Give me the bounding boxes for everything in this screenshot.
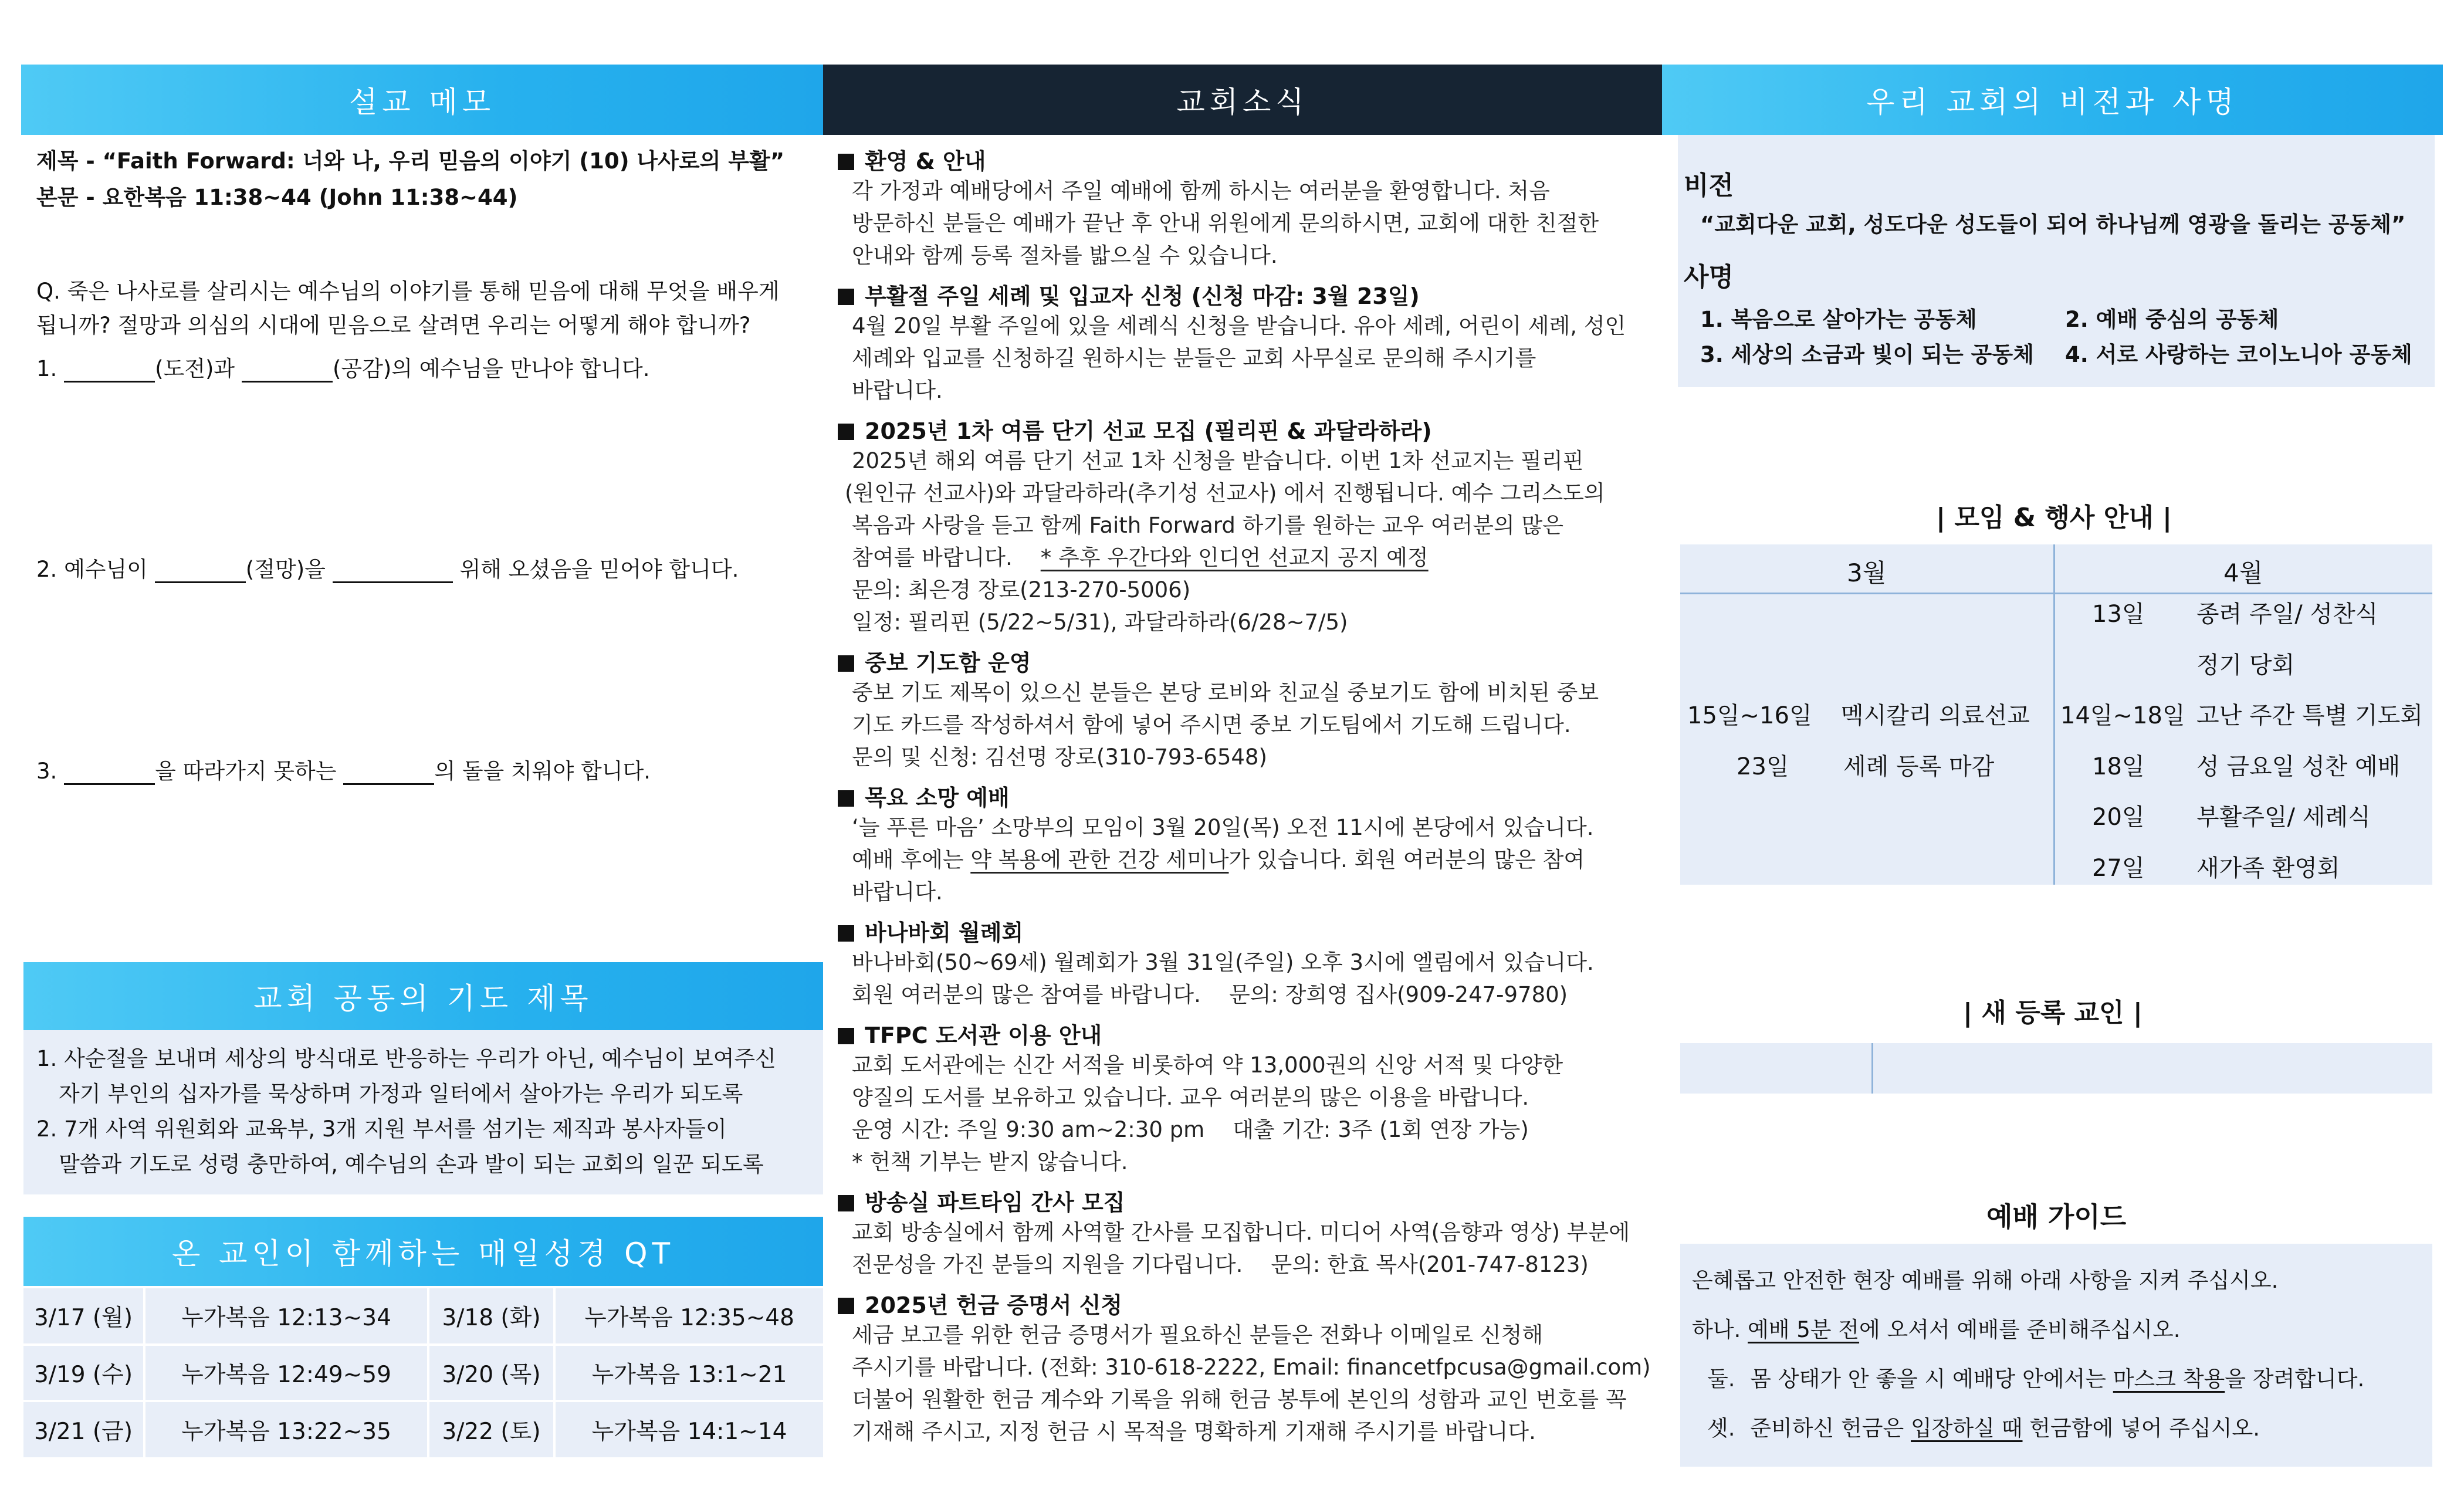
news-body-underlined: 약 복용에 관한 건강 세미나 [970, 847, 1229, 872]
news-body-line [852, 541, 1429, 574]
church-news-header [823, 65, 1662, 135]
news-body-text: 대출 기간: 3주 (1회 연장 가능) [1233, 1117, 1529, 1142]
news-title-welcome [838, 143, 986, 175]
events-header-divider [1680, 593, 2432, 594]
square-bullet-icon [838, 790, 854, 807]
memo-item-1-b: (공감)의 예수님을 만나야 합니다. [332, 356, 650, 381]
news-note-underlined: * 추후 우간다와 인디언 선교지 공지 예정 [1040, 545, 1429, 570]
guide-text: 에 오셔서 예배를 준비해주십시오. [1859, 1317, 2181, 1342]
apr-event-name: 성 금요일 성찬 예배 [2196, 753, 2401, 780]
memo-item-2-b: 위해 오셨음을 믿어야 합니다. [459, 557, 739, 582]
news-body-line: 바나바회(50~69세) 월례회가 3월 31일(주일) 오후 3시에 엘림에서 있습니다. [852, 950, 1594, 975]
news-body-line: 2025년 해외 여름 단기 선교 1차 신청을 받습니다. 이번 1차 선교지는 필리핀 [852, 448, 1584, 473]
month-divider [2053, 544, 2055, 885]
news-body-text: 예배 후에는 [852, 847, 964, 872]
news-title-mission [838, 413, 1432, 445]
sermon-memo-header [21, 65, 823, 135]
mar-event-date: 15일~16일 [1687, 702, 1812, 729]
news-title-intercession [838, 645, 1031, 677]
qt-date: 3/20 (목) [428, 1345, 554, 1401]
apr-event-name: 정기 당회 [2196, 652, 2295, 679]
memo-item-3 [36, 753, 651, 785]
qt-header [23, 1217, 823, 1286]
mar-event-name: 멕시칼리 의료선교 [1841, 702, 2030, 729]
news-title-text: 방송실 파트타임 간사 모집 [865, 1190, 1125, 1216]
guide-num: 둘. [1707, 1366, 1735, 1392]
mission-item-1: 1. 복음으로 살아가는 공동체 [1700, 307, 1977, 332]
news-body-text: 회원 여러분의 많은 참여를 바랍니다. [852, 982, 1201, 1007]
guide-num: 하나. [1692, 1317, 1741, 1342]
news-title-text: 부활절 주일 세례 및 입교자 신청 (신청 마감: 3월 23일) [865, 283, 1420, 309]
qt-date: 3/19 (수) [23, 1345, 144, 1401]
square-bullet-icon [838, 1028, 854, 1044]
question-line-2: 됩니까? 절망과 의심의 시대에 믿음으로 살려면 우리는 어떻게 해야 합니까? [36, 313, 751, 338]
guide-num: 셋. [1707, 1416, 1735, 1441]
news-body-line: 세금 보고를 위한 헌금 증명서가 필요하신 분들은 전화나 이메일로 신청해 [852, 1322, 1544, 1348]
mission-label: 사명 [1684, 262, 1734, 292]
mission-item-4: 4. 서로 사랑하는 코이노니아 공동체 [2065, 342, 2412, 367]
news-body-line: 안내와 함께 등록 절차를 밟으실 수 있습니다. [852, 243, 1278, 268]
news-body-text: 가 있습니다. 회원 여러분의 많은 참여 [1228, 847, 1585, 872]
qt-passage: 누가복음 13:1~21 [554, 1345, 823, 1401]
news-body-line: 바랍니다. [852, 378, 943, 403]
news-body-line: 더불어 원활한 헌금 계수와 기록을 위해 헌금 봉투에 본인의 성함과 교인 번호를 꼭 [852, 1387, 1627, 1412]
prayer-line-2: 자기 부인의 십자가를 묵상하며 가정과 일터에서 살아가는 우리가 되도록 [59, 1081, 743, 1106]
qt-passage: 누가복음 12:13~34 [144, 1288, 428, 1345]
news-body-line: 교회 방송실에서 함께 사역할 간사를 모집합니다. 미디어 사역(음향과 영상) 부분에 [852, 1220, 1630, 1245]
memo-item-3-num: 3. [36, 759, 57, 784]
news-body-line: 일정: 필리핀 (5/22~5/31), 과달라하라(6/28~7/5) [852, 610, 1348, 635]
qt-passage: 누가복음 13:22~35 [144, 1401, 428, 1457]
news-title-text: 2025년 헌금 증명서 신청 [865, 1292, 1123, 1318]
memo-item-1-a: (도전)과 [155, 356, 235, 381]
square-bullet-icon [838, 424, 854, 440]
news-body-line: 기도 카드를 작성하셔서 함에 넣어 주시면 중보 기도팀에서 기도해 드립니다. [852, 712, 1571, 737]
news-body-line: 각 가정과 예배당에서 주일 예배에 함께 하시는 여러분을 환영합니다. 처음 [852, 178, 1550, 204]
news-body-line: * 헌책 기부는 받지 않습니다. [852, 1149, 1128, 1175]
new-members-title: | 새 등록 교인 | [1963, 998, 2143, 1028]
mar-event-name: 세례 등록 마감 [1843, 753, 1995, 780]
mar-event-date: 23일 [1737, 753, 1789, 780]
news-title-library [838, 1017, 1102, 1050]
table-row [23, 1345, 823, 1401]
news-body-line: 복음과 사랑을 듣고 함께 Faith Forward 하기를 원하는 교우 여러분의 많은 [852, 513, 1564, 538]
news-body-line [852, 979, 1568, 1011]
news-body-line: ‘늘 푸른 마음’ 소망부의 모임이 3월 20일(목) 오전 11시에 본당에서 있습니다. [852, 815, 1594, 840]
news-title-barnabas [838, 915, 1023, 947]
guide-text: 몸 상태가 안 좋을 시 예배당 안에서는 [1750, 1366, 2106, 1392]
prayer-line-4: 말씀과 기도로 성령 충만하여, 예수님의 손과 발이 되는 교회의 일꾼 되도록 [59, 1152, 764, 1177]
guide-underlined: 예배 5분 전 [1748, 1317, 1860, 1342]
vision-text: “교회다운 교회, 성도다운 성도들이 되어 하나님께 영광을 돌리는 공동체” [1700, 212, 2406, 237]
news-body-line: (원인규 선교사)와 과달라하라(추기성 선교사) 에서 진행됩니다. 예수 그리스도의 [845, 480, 1605, 506]
worship-guide-title: 예배 가이드 [1986, 1201, 2127, 1233]
memo-item-3-b: 의 돌을 치워야 합니다. [434, 759, 651, 784]
guide-text: 헌금함에 넣어 주십시오. [2029, 1416, 2260, 1441]
news-body-line [852, 1113, 1529, 1146]
guide-item-3 [1707, 1410, 2260, 1442]
table-row [23, 1401, 823, 1457]
news-body-line [852, 1248, 1589, 1281]
apr-event-date: 14일~18일 [2060, 702, 2185, 729]
news-body-line: 세례와 입교를 신청하길 원하시는 분들은 교회 사무실로 문의해 주시기를 [852, 346, 1536, 371]
qt-table [23, 1288, 823, 1457]
prayer-header [23, 962, 823, 1030]
news-body-line: 중보 기도 제목이 있으신 분들은 본당 로비와 친교실 중보기도 함에 비치된 중보 [852, 680, 1599, 705]
apr-event-date: 27일 [2092, 855, 2145, 882]
news-body-line: 문의: 최은경 장로(213-270-5006) [852, 577, 1191, 603]
news-title-broadcast [838, 1184, 1125, 1217]
question-line-1: Q. 죽은 나사로를 살리시는 예수님의 이야기를 통해 믿음에 대해 무엇을 배우게 [36, 279, 780, 304]
fill-blank [155, 560, 246, 583]
guide-text: 준비하신 헌금은 [1750, 1416, 1904, 1441]
prayer-line-1: 1. 사순절을 보내며 세상의 방식대로 반응하는 우리가 아닌, 예수님이 보여주신 [36, 1046, 776, 1071]
vision-label: 비전 [1684, 171, 1734, 201]
news-title-text: 환영 & 안내 [865, 148, 986, 174]
news-title-offering-certificate [838, 1287, 1122, 1319]
apr-event-date: 13일 [2092, 601, 2145, 628]
guide-underlined: 마스크 착용 [2113, 1366, 2225, 1392]
prayer-header-label: 교회 공동의 기도 제목 [253, 981, 593, 1016]
news-title-text: 목요 소망 예배 [865, 785, 1010, 811]
news-title-baptism [838, 278, 1420, 310]
guide-underlined: 입장하실 때 [1911, 1416, 2023, 1441]
new-members-divider [1871, 1043, 1873, 1094]
prayer-line-3: 2. 7개 사역 위원회와 교육부, 3개 지원 부서를 섬기는 제직과 봉사자들이 [36, 1116, 727, 1142]
sermon-memo-header-label: 설교 메모 [348, 85, 496, 119]
apr-event-name: 새가족 환영회 [2196, 855, 2340, 882]
guide-text: 을 장려합니다. [2225, 1366, 2365, 1392]
apr-event-name: 고난 주간 특별 기도회 [2196, 702, 2423, 729]
mission-item-2: 2. 예배 중심의 공동체 [2065, 307, 2279, 332]
news-title-thursday-worship [838, 780, 1010, 812]
square-bullet-icon [838, 1298, 854, 1314]
square-bullet-icon [838, 925, 854, 942]
news-title-text: 중보 기도함 운영 [865, 650, 1031, 676]
apr-event-date: 20일 [2092, 804, 2145, 831]
fill-blank [64, 359, 155, 383]
news-body-line: 바랍니다. [852, 879, 943, 905]
events-title: | 모임 & 행사 안내 | [1936, 503, 2172, 533]
news-body-text: 참여를 바랍니다. [852, 545, 1013, 570]
qt-passage: 누가복음 12:49~59 [144, 1345, 428, 1401]
sermon-scripture: 본문 - 요한복음 11:38~44 (John 11:38~44) [36, 185, 518, 210]
news-title-text: 2025년 1차 여름 단기 선교 모집 (필리핀 & 과달라하라) [865, 418, 1432, 444]
table-row [23, 1288, 823, 1345]
month-april: 4월 [2223, 559, 2263, 587]
month-march: 3월 [1847, 559, 1887, 587]
news-body-line: 기재해 주시고, 지정 헌금 시 목적을 명확하게 기재해 주시기를 바랍니다. [852, 1419, 1536, 1444]
memo-item-3-a: 을 따라가지 못하는 [155, 759, 337, 784]
apr-event-date: 18일 [2092, 753, 2145, 780]
square-bullet-icon [838, 289, 854, 305]
qt-date: 3/22 (토) [428, 1401, 554, 1457]
apr-event-name: 부활주일/ 세례식 [2196, 804, 2371, 831]
guide-intro: 은혜롭고 안전한 현장 예배를 위해 아래 사항을 지켜 주십시오. [1692, 1268, 2279, 1293]
memo-item-1-num: 1. [36, 356, 57, 381]
fill-blank [64, 761, 155, 785]
memo-item-2-a: (절망)을 [245, 557, 326, 582]
news-body-line: 양질의 도서를 보유하고 있습니다. 교우 여러분의 많은 이용을 바랍니다. [852, 1085, 1529, 1110]
fill-blank [242, 359, 333, 383]
qt-date: 3/21 (금) [23, 1401, 144, 1457]
guide-item-1 [1692, 1312, 2180, 1343]
news-body-text: 문의: 장희영 집사(909-247-9780) [1228, 982, 1568, 1007]
vision-mission-header [1662, 65, 2443, 135]
qt-date: 3/18 (화) [428, 1288, 554, 1345]
qt-passage: 누가복음 14:1~14 [591, 1419, 787, 1445]
fill-blank [333, 560, 453, 583]
news-title-text: TFPC 도서관 이용 안내 [865, 1023, 1102, 1048]
news-title-text: 바나바회 월례회 [865, 920, 1024, 946]
qt-date: 3/17 (월) [23, 1288, 144, 1345]
mission-item-3: 3. 세상의 소금과 빛이 되는 공동체 [1700, 342, 2034, 367]
vision-mission-header-label: 우리 교회의 비전과 사명 [1866, 85, 2239, 119]
qt-header-label: 온 교인이 함께하는 매일성경 QT [171, 1237, 675, 1271]
news-body-line [852, 844, 1585, 876]
news-body-text: 문의: 한효 목사(201-747-8123) [1271, 1252, 1589, 1277]
news-body-line: 방문하신 분들은 예배가 끝난 후 안내 위원에게 문의하시면, 교회에 대한 친절한 [852, 211, 1599, 236]
square-bullet-icon [838, 655, 854, 672]
square-bullet-icon [838, 154, 854, 170]
memo-item-2-num: 2. 예수님이 [36, 557, 148, 582]
qt-passage: 누가복음 12:35~48 [554, 1288, 823, 1345]
news-body-line: 4월 20일 부활 주일에 있을 세례식 신청을 받습니다. 유아 세례, 어린이 세례, 성인 [852, 313, 1626, 339]
news-body-text: 운영 시간: 주일 9:30 am~2:30 pm [852, 1117, 1205, 1142]
memo-item-2 [36, 551, 739, 583]
news-body-text: 전문성을 가진 분들의 지원을 기다립니다. [852, 1252, 1243, 1277]
apr-event-name: 종려 주일/ 성찬식 [2196, 601, 2378, 628]
church-news-header-label: 교회소식 [1176, 85, 1309, 119]
news-body-line: 주시기를 바랍니다. (전화: 310-618-2222, Email: financetfpcusa@gmail.com) [852, 1355, 1651, 1380]
new-members-panel [1680, 1043, 2432, 1094]
memo-item-1 [36, 351, 650, 383]
guide-item-2 [1707, 1361, 2364, 1393]
sermon-title: 제목 - “Faith Forward: 너와 나, 우리 믿음의 이야기 (10) 나사로의 부활” [36, 148, 785, 174]
news-body-line: 교회 도서관에는 신간 서적을 비롯하여 약 13,000권의 신앙 서적 및 다양한 [852, 1052, 1563, 1078]
square-bullet-icon [838, 1195, 854, 1211]
fill-blank [343, 761, 434, 785]
news-body-line: 문의 및 신청: 김선명 장로(310-793-6548) [852, 744, 1267, 770]
